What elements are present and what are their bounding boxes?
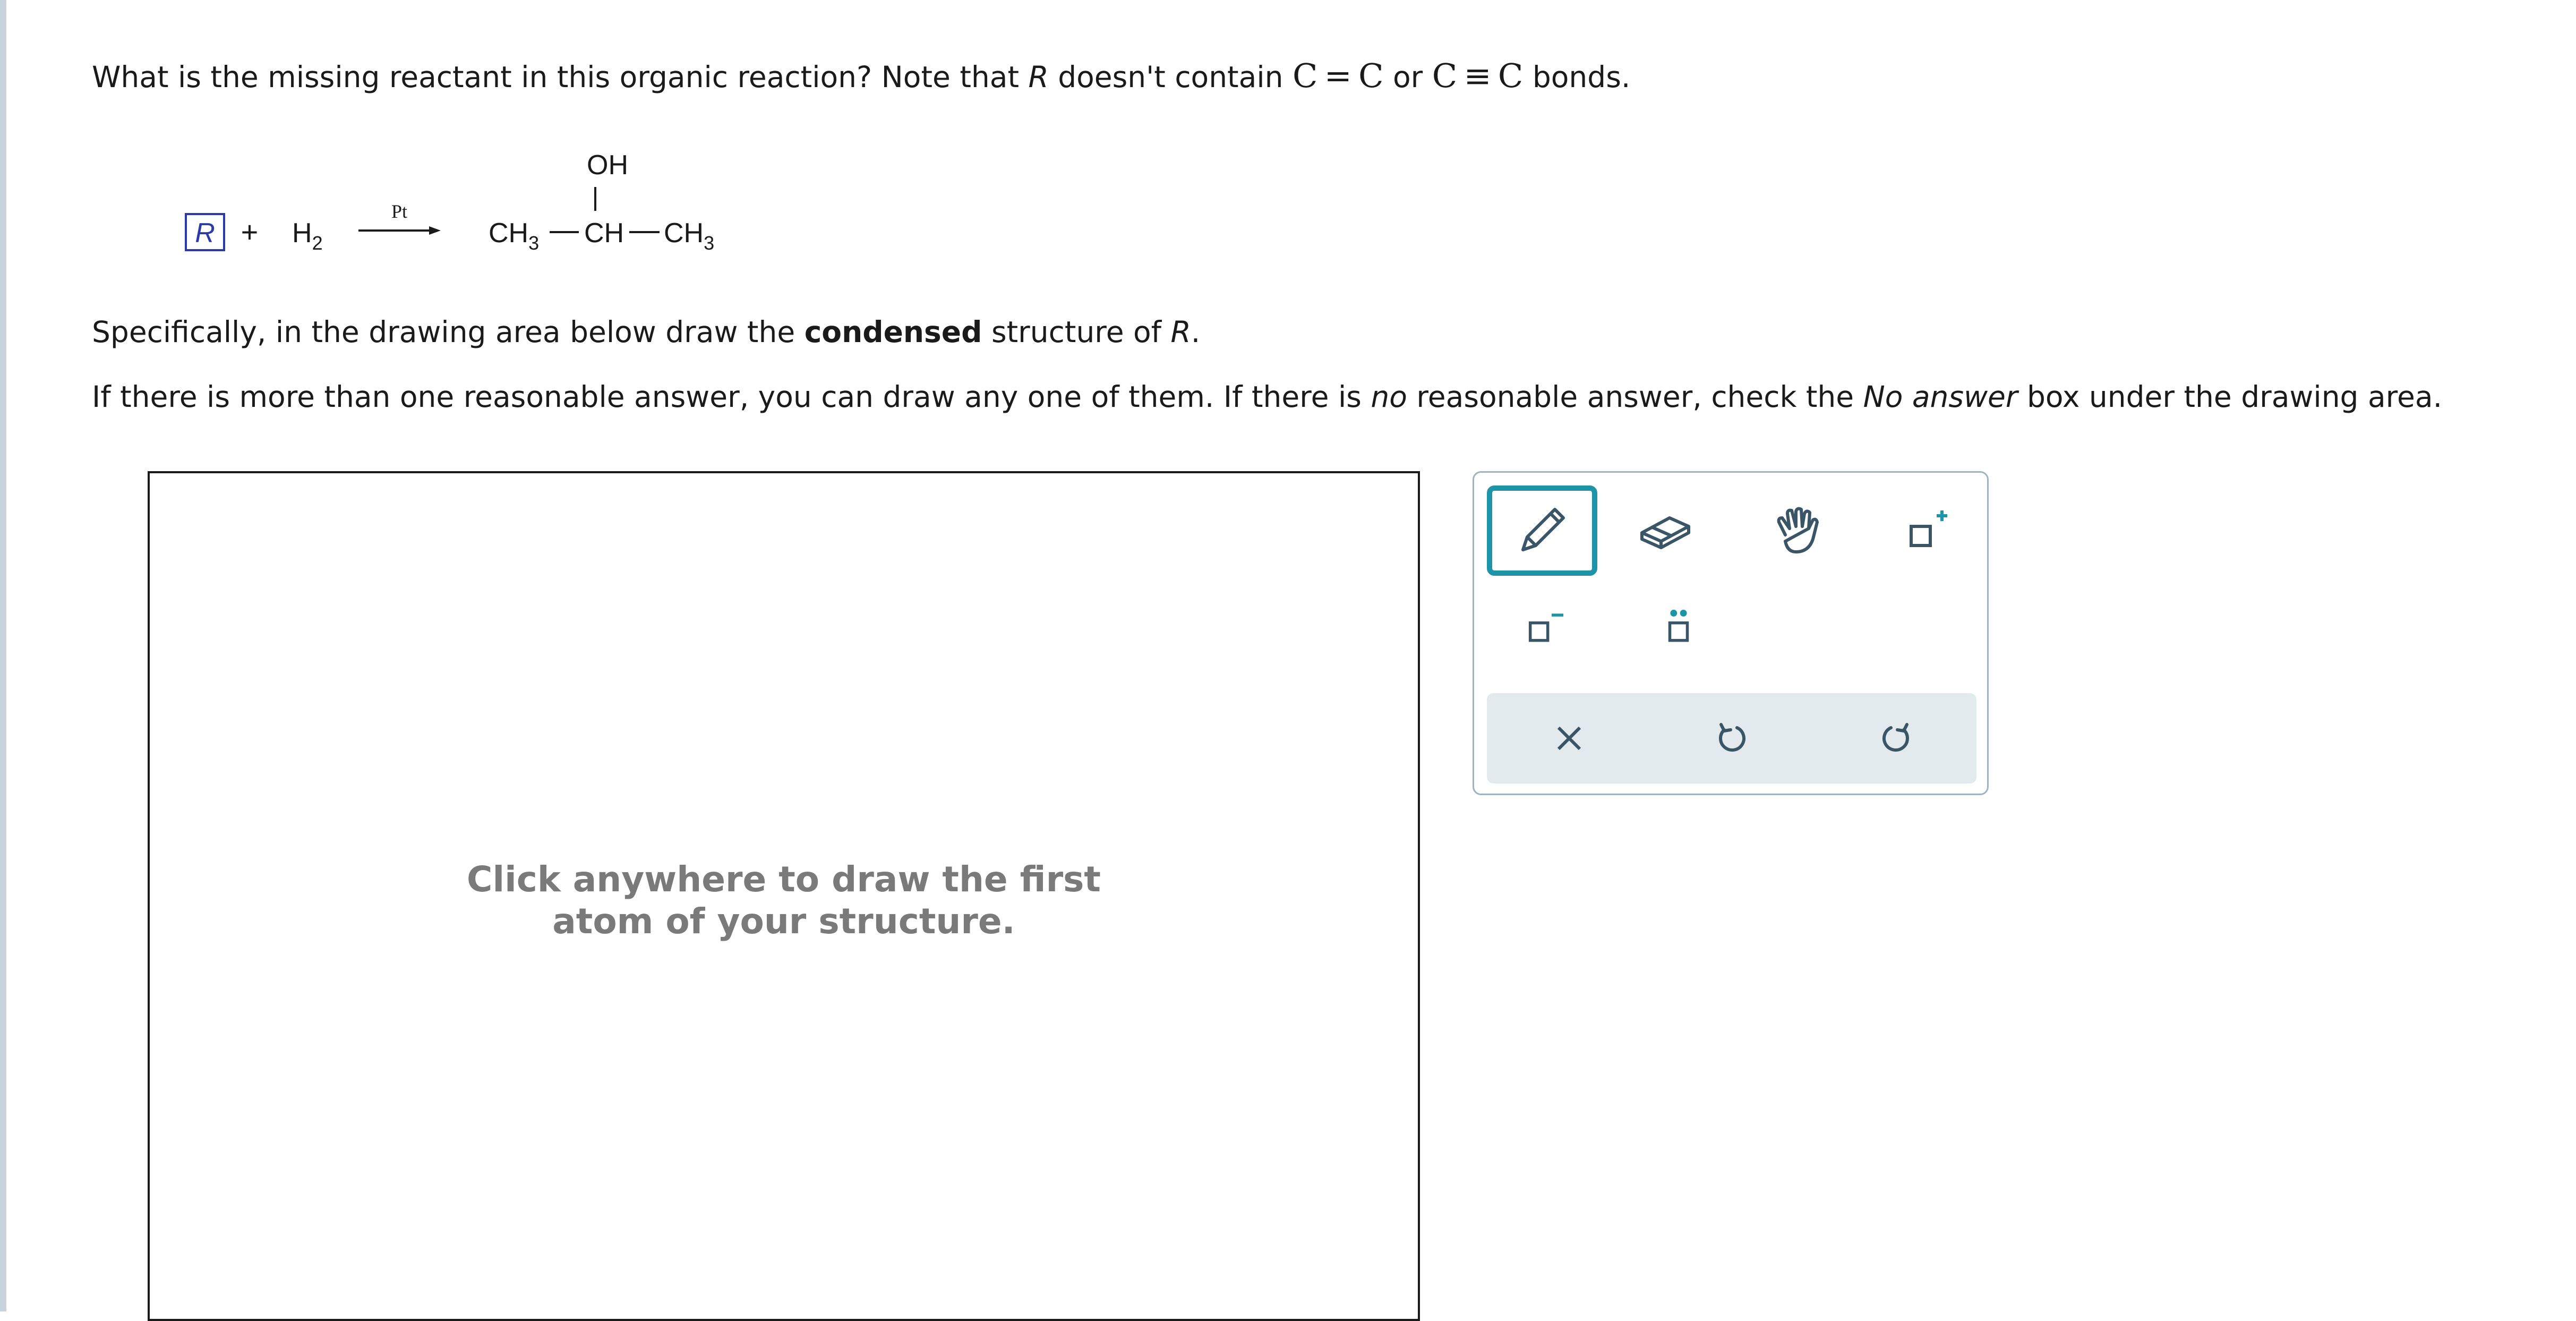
double-bond-text: C = C — [1292, 56, 1384, 95]
drawing-canvas[interactable] — [148, 471, 1420, 1321]
lone-pair-icon — [1649, 598, 1708, 656]
redo-icon — [1875, 717, 1918, 760]
specification-text: Specifically, in the drawing area below draw the condensed structure of R. — [92, 315, 1201, 349]
canvas-hint: Click anywhere to draw the first atom of your structure. — [467, 859, 1101, 942]
left-edge-bar — [0, 0, 6, 1311]
positive-charge-icon — [1896, 499, 1960, 563]
drawing-toolbox — [1473, 471, 1989, 795]
negative-charge-tool[interactable] — [1506, 587, 1586, 667]
right-ch3-label: $CH_3$ — [664, 218, 715, 254]
eraser-tool[interactable] — [1618, 485, 1713, 576]
hand-icon — [1766, 499, 1830, 563]
reactant-box-label: R — [195, 218, 215, 249]
hand-tool[interactable] — [1750, 485, 1846, 576]
r-variable: R — [1028, 60, 1049, 94]
undo-icon — [1710, 717, 1753, 760]
pencil-tool[interactable] — [1487, 485, 1597, 576]
reaction-scheme — [175, 138, 770, 276]
undo-button[interactable] — [1697, 704, 1766, 773]
positive-charge-tool[interactable] — [1880, 485, 1976, 576]
catalyst-label: Pt — [391, 201, 408, 222]
negative-charge-icon — [1517, 598, 1575, 656]
triple-bond-text: C ≡ C — [1432, 56, 1524, 95]
reaction-arrowhead — [429, 226, 441, 235]
clear-button[interactable] — [1535, 704, 1604, 773]
plus-sign: + — [241, 215, 259, 249]
action-bar — [1487, 693, 1976, 783]
center-ch-label: CH — [584, 218, 624, 249]
oh-label: OH — [587, 150, 628, 181]
h2-label: $H_2$ — [292, 218, 323, 254]
pencil-icon — [1510, 499, 1574, 563]
lone-pair-tool[interactable] — [1639, 587, 1718, 667]
left-ch3-label: $CH_3$ — [489, 218, 540, 254]
redo-button[interactable] — [1862, 704, 1931, 773]
clear-icon — [1548, 717, 1590, 760]
question-text: What is the missing reactant in this organic reaction? Note that R doesn't contain C = C or C ≡ C bonds. — [92, 56, 1631, 95]
condensed-emphasis: condensed — [804, 315, 982, 349]
multiple-answer-text: If there is more than one reasonable answer, you can draw any one of them. If there is no reasonable answer, check the No answer box under the drawing area. — [92, 380, 2443, 414]
eraser-icon — [1633, 499, 1697, 563]
